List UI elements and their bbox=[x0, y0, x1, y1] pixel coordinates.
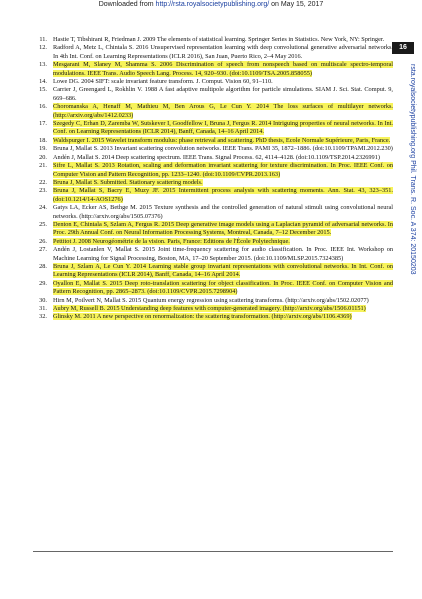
reference-number: 20. bbox=[39, 153, 47, 161]
reference-item bbox=[33, 179, 393, 187]
reference-text: Oyallon E, Mallat S. 2015 Deep roto-translation scattering for object classification. In Proc. IEEE Conf. on Computer Vision and Pattern Recognition, pp. 2865–2873. (doi:10.1109/CVPR.2015.7298904) bbox=[53, 279, 393, 296]
reference-number: 13. bbox=[39, 61, 47, 69]
reference-item bbox=[33, 44, 393, 61]
side-citation[interactable] bbox=[406, 64, 416, 275]
reference-item bbox=[33, 154, 393, 162]
reference-item bbox=[33, 187, 393, 204]
reference-text: Carrier J, Greengard L, Rokhlin V. 1988 A fast adaptive multipole algorithm for particle simulations. SIAM J. Sci. Stat. Comput. 9, 669–686. bbox=[53, 86, 393, 102]
footer-rule bbox=[33, 551, 393, 552]
reference-text: Aubry M, Russell B. 2015 Understanding deep features with computer-generated imagery. (http://arxiv.org/abs/1506.01151) bbox=[53, 305, 366, 312]
side-citation-text: rsta.royalsocietypublishing.org Phil. Trans. R. Soc. A 374: 20150203 bbox=[409, 64, 416, 275]
reference-item bbox=[33, 36, 393, 44]
reference-number: 18. bbox=[39, 136, 47, 144]
reference-text: Bruna J, Mallat S. Submitted. Stationary scattering models. bbox=[53, 178, 203, 186]
reference-item bbox=[33, 120, 393, 137]
reference-item bbox=[33, 263, 393, 280]
reference-number: 12. bbox=[39, 44, 47, 52]
reference-item bbox=[33, 280, 393, 297]
reference-number: 28. bbox=[39, 262, 47, 270]
reference-text: Hirn M, Poilvert N, Mallat S. 2015 Quantum energy regression using scattering transforms. (http://arxiv.org/abs/1502.02077) bbox=[53, 296, 369, 304]
reference-number: 15. bbox=[39, 86, 47, 94]
reference-text: Mesgarani M, Slaney M, Shamma S. 2006 Discrimination of speech from nonspeech based on multiscale spectro-temporal modulations. IEEE Trans. Audio Speech Lang. Process. 14, 920–930. (doi:10.1109/TSA.2005.858055) bbox=[53, 61, 393, 77]
reference-text: Lowe DG. 2004 SIFT: scale invariant feature transform. J. Comput. Vision 60, 91–110. bbox=[53, 78, 273, 86]
reference-item bbox=[33, 221, 393, 238]
reference-item bbox=[33, 61, 393, 78]
download-suffix: on May 15, 2017 bbox=[269, 1, 324, 8]
page-number: 16 bbox=[392, 42, 414, 54]
reference-number: 25. bbox=[39, 220, 47, 228]
reference-item bbox=[33, 297, 393, 305]
reference-number: 22. bbox=[39, 178, 47, 186]
reference-item bbox=[33, 204, 393, 221]
reference-item bbox=[33, 137, 393, 145]
reference-text: Gatys LA, Ecker AS, Bethge M. 2015 Texture synthesis and the controlled generation of natural stimuli using convolutional neural networks. (http://arxiv.org/abs/1505.07376) bbox=[53, 204, 393, 220]
reference-list bbox=[33, 36, 393, 322]
reference-number: 23. bbox=[39, 187, 47, 195]
reference-item bbox=[33, 86, 393, 103]
download-link[interactable]: http://rsta.royalsocietypublishing.org/ bbox=[155, 1, 270, 8]
reference-text: Denton E, Chintala S, Szlam A, Fergus R. 2015 Deep generative image models using a Laplacian pyramid of adversarial networks. In Proc. 29th Annual Conf. on Neural Information Processing Systems, Montreal, Canada, 7–12 December 2015. bbox=[53, 220, 393, 237]
reference-item bbox=[33, 238, 393, 246]
reference-text: Sifre L, Mallat S. 2013 Rotation, scaling and deformation invariant scattering for texture discrimination. In Proc. IEEE Conf. on Computer Vision and Pattern Recognition, pp. 1233–1240. (doi:10.1109/CVPR.2013.163) bbox=[53, 162, 393, 178]
reference-number: 17. bbox=[39, 120, 47, 128]
reference-number: 24. bbox=[39, 204, 47, 212]
download-prefix: Downloaded from bbox=[98, 1, 156, 8]
reference-number: 30. bbox=[39, 296, 47, 304]
reference-number: 16. bbox=[39, 103, 47, 111]
reference-text: Szegedy C, Erhan D, Zaremba W, Sutskever I, Goodfellow I, Bruna J, Fergus R. 2014 Intriguing properties of neural networks. In Int. Conf. on Learning Representations (ICLR 2014), Banff, Canada, 14–16 April 2014. bbox=[53, 120, 393, 136]
reference-number: 32. bbox=[39, 313, 47, 321]
reference-number: 11. bbox=[39, 36, 47, 43]
reference-text: Andén J, Lostanlen V, Mallat S. 2015 Joint time-frequency scattering for audio classification. In Proc. IEEE Int. Workshop on Machine Learning for Signal Processing, Boston, MA, 17–20 September 2015. (doi:10.1109/MLSP.2015.7324385) bbox=[53, 246, 393, 262]
reference-item bbox=[33, 145, 393, 153]
reference-number: 14. bbox=[39, 78, 47, 86]
reference-text: Hastie T, Tibshirani R, Friedman J. 2009 The elements of statistical learning. Springer Series in Statistics. New York, NY: Springer. bbox=[53, 36, 385, 43]
reference-number: 19. bbox=[39, 145, 47, 153]
reference-item bbox=[33, 246, 393, 263]
reference-text: Bruna J, Mallat S. 2013 Invariant scattering convolution networks. IEEE Trans. PAMI 35, 1872–1886. (doi:10.1109/TPAMI.2012.230) bbox=[53, 145, 393, 153]
reference-number: 26. bbox=[39, 237, 47, 245]
reference-number: 27. bbox=[39, 246, 47, 254]
reference-text: Choromanska A, Henaff M, Mathieu M, Ben Arous G, Le Cun Y. 2014 The loss surfaces of multilayer networks. (http://arxiv.org/abs/1412.0233) bbox=[53, 103, 393, 119]
reference-number: 31. bbox=[39, 305, 47, 312]
download-notice bbox=[0, 1, 422, 8]
reference-number: 29. bbox=[39, 279, 47, 287]
reference-text: Bruna J, Szlam A, Le Cun Y. 2014 Learning stable group invariant representations with convolutional networks. In Int. Conf. on Learning Representations (ICLR 2014), Banff, Canada, 14–16 April 2014. bbox=[53, 262, 393, 279]
reference-item bbox=[33, 103, 393, 120]
reference-text: Waldspurger I. 2015 Wavelet transform modulus: phase retrieval and scattering. PhD thesis, Ecole Normale Supérieure, Paris, France. bbox=[53, 136, 391, 144]
reference-item bbox=[33, 305, 393, 313]
reference-text: Bruna J, Mallat S, Bacry E, Muzy JF. 2015 Intermittent process analysis with scattering moments. Ann. Stat. 43, 323–351. (doi:10.1214/14-AOS1276) bbox=[53, 187, 393, 203]
reference-number: 21. bbox=[39, 162, 47, 170]
reference-text: Pettitot J. 2008 Neurogéométrie de la vision. Paris, France: Editions de l'École Polytechnique. bbox=[53, 237, 290, 245]
reference-text: Glinsky M. 2011 A new perspective on renormalization: the scattering transformation. (http://arxiv.org/abs/1106.4369) bbox=[53, 313, 352, 321]
reference-text: Radford A, Metz L, Chintala S. 2016 Unsupervised representation learning with deep convolutional generative adversarial networks. In 4th Int. Conf. on Learning Representations (ICLR 2016), San Juan, Puerto Rico, 2–4 May 2016. bbox=[53, 44, 393, 60]
reference-text: Andén J, Mallat S. 2014 Deep scattering spectrum. IEEE Trans. Signal Process. 62, 4114–4128. (doi:10.1109/TSP.2014.2326991) bbox=[53, 153, 380, 161]
reference-item bbox=[33, 313, 393, 321]
reference-item bbox=[33, 78, 393, 86]
reference-item bbox=[33, 162, 393, 179]
